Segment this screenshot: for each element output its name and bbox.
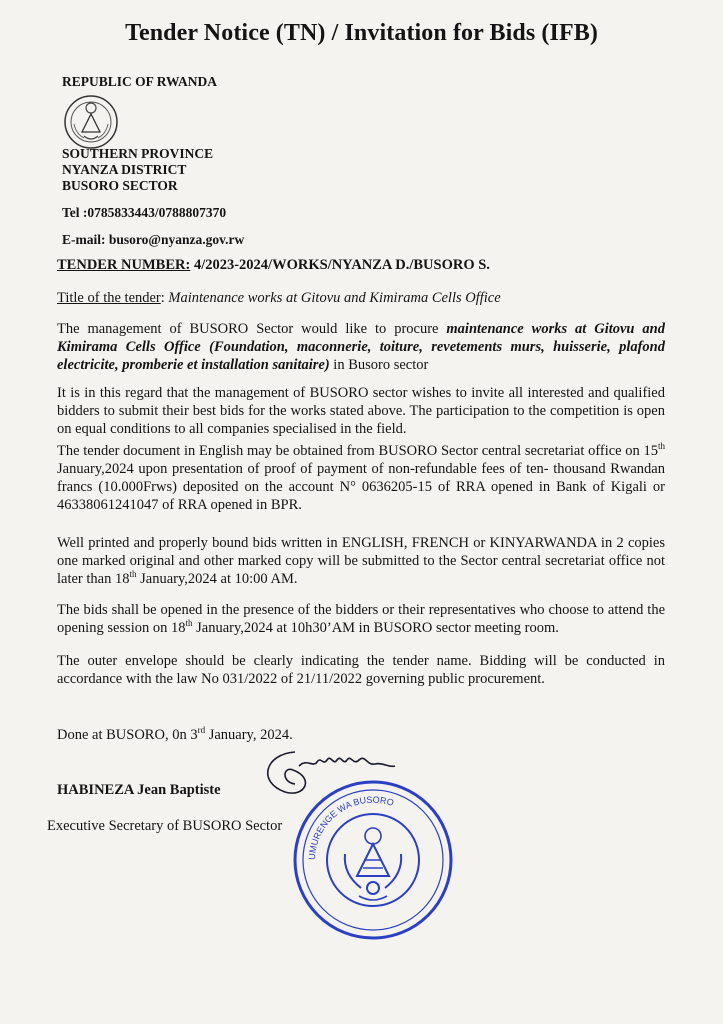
paragraph-outer-envelope: The outer envelope should be clearly indicating the tender name. Bidding will be conducted in accordance with the law No 031/2022 of 21/11/2022 governing public procurement.: [57, 653, 665, 687]
tender-title-value: Maintenance works at Gitovu and Kimirama Cells Office: [168, 290, 501, 306]
bid-opening-text-a: The bids shall be opened in the presence of the bidders or their representatives who choose to attend the opening session on 18: [57, 602, 665, 636]
done-at-sup: rd: [197, 725, 206, 736]
paragraph-procurement-works: maintenance works at Gitovu and Kimirama Cells Office (Foundation, maconnerie, toiture, revetements murs, huisserie, plafond electricite, promberie et installation sanitaire): [57, 321, 665, 373]
bid-submission-text-a: Well printed and properly bound bids written in ENGLISH, FRENCH or KINYARWANDA in 2 copies one marked original and other marked copy will be submitted to the Sector central secretariat office not later than 18: [57, 535, 665, 587]
signatory-name: HABINEZA Jean Baptiste: [57, 782, 221, 798]
bid-submission-sup: th: [129, 569, 137, 580]
paragraph-invitation: It is in this regard that the management of BUSORO sector wishes to invite all interested and qualified bidders to submit their best bids for the works stated above. The participation to the competition is open on equal conditions to all companies specialised in the field.: [57, 385, 665, 437]
bid-submission-text-b: January,2024 at 10:00 AM.: [136, 571, 298, 587]
tender-number: [57, 256, 665, 274]
tender-title-label: Title of the tender: [57, 290, 161, 306]
tender-document-text-a: The tender document in English may be obtained from BUSORO Sector central secretariat office on 15: [57, 443, 658, 459]
bid-opening-text-b: January,2024 at 10h30’AM in BUSORO sector meeting room.: [192, 620, 559, 636]
done-at-text-b: January, 2024.: [205, 727, 293, 743]
tender-document-text-b: January,2024 upon presentation of proof of payment of non-refundable fees of ten- thousand Rwandan francs (10.000Frws) deposited on the account N° 0636205-15 of RRA opened in Bank of Kigali or 46338061241047 of RRA opened in BPR.: [57, 461, 665, 513]
paragraph-procurement-intro: The management of BUSORO Sector would like to procure: [57, 321, 447, 337]
tender-number-value: 4/2023-2024/WORKS/NYANZA D./BUSORO S.: [190, 257, 490, 273]
district-line: NYANZA DISTRICT: [62, 162, 187, 177]
stamp-text: UMURENGE WA BUSORO: [306, 794, 395, 861]
done-at-text-a: Done at BUSORO, 0n 3: [57, 727, 198, 743]
tender-number-label: TENDER NUMBER:: [57, 257, 191, 273]
tender-document-sup: th: [657, 441, 665, 452]
paragraph-bid-submission: [57, 534, 665, 588]
paragraph-tender-document: [57, 442, 665, 514]
republic-line: REPUBLIC OF RWANDA: [62, 74, 218, 89]
signatory-role: Executive Secretary of BUSORO Sector: [47, 818, 283, 834]
tender-title: Title of the tender: Maintenance works at Gitovu and Kimirama Cells Office: [57, 290, 501, 306]
province-line: SOUTHERN PROVINCE: [62, 146, 214, 161]
telephone-line: Tel :0785833443/0788807370: [62, 205, 227, 220]
bid-opening-sup: th: [185, 618, 193, 629]
sector-line: BUSORO SECTOR: [62, 178, 178, 193]
coat-of-arms-emblem-icon: [60, 94, 122, 150]
paragraph-procurement: [57, 320, 665, 374]
paragraph-bid-opening: [57, 601, 665, 637]
handwritten-signature-icon: [255, 742, 405, 802]
document-title: Tender Notice (TN) / Invitation for Bids (IFB): [125, 20, 598, 46]
email-line: E-mail: busoro@nyanza.gov.rw: [62, 232, 245, 247]
paragraph-procurement-location: in Busoro sector: [329, 357, 429, 373]
